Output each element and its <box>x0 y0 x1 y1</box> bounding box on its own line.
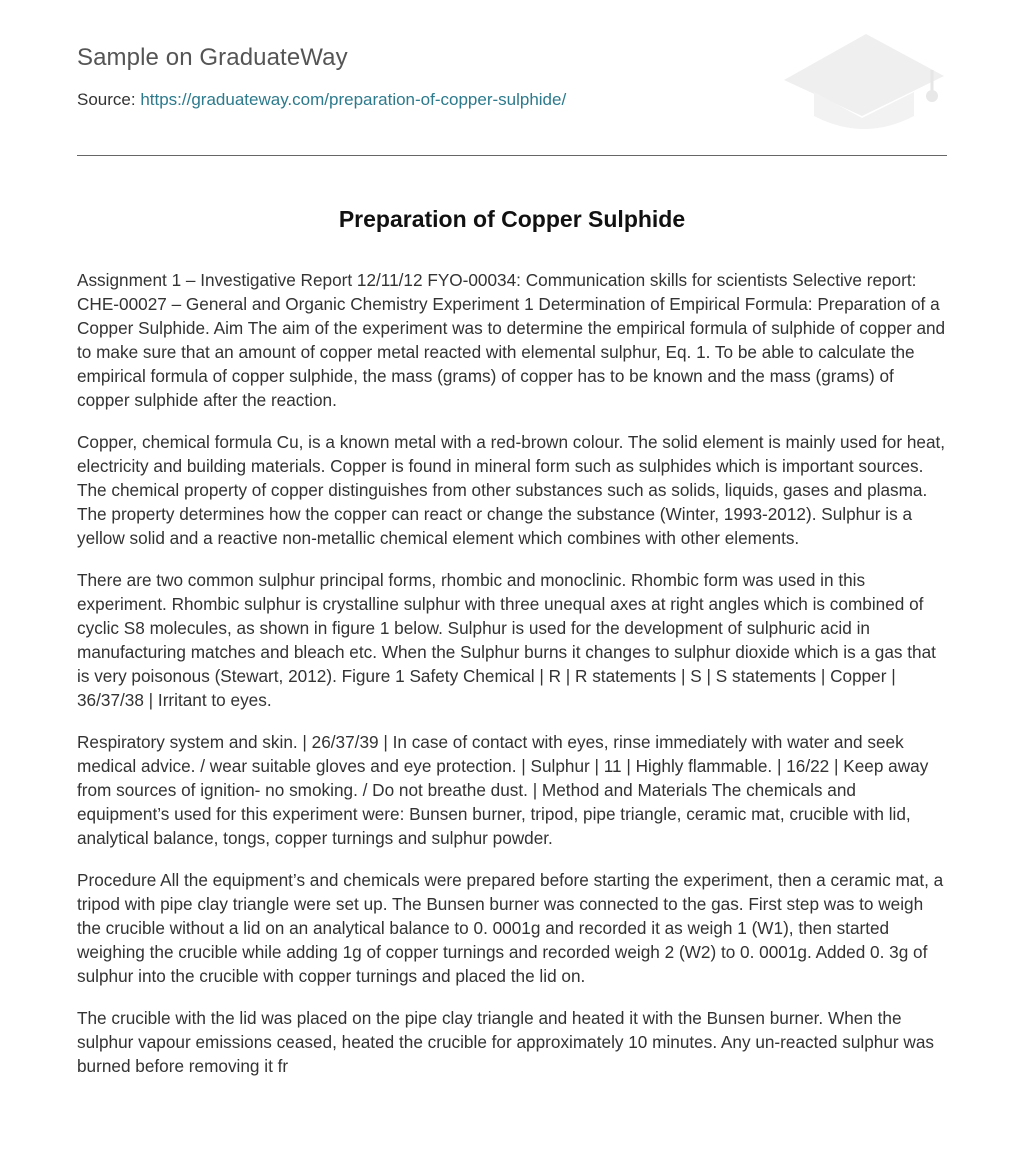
paragraph: Copper, chemical formula Cu, is a known metal with a red-brown colour. The solid element is mainly used for heat, electricity and building materials. Copper is found in mineral form such as sulphides which is important sources. The chemical property of copper distinguishes from other substances such as solids, liquids, gases and plasma. The property determines how the copper can react or change the substance (Winter, 1993-2012). Sulphur is a yellow solid and a reactive non-metallic chemical element which combines with other elements. <box>77 432 946 548</box>
paragraph: There are two common sulphur principal forms, rhombic and monoclinic. Rhombic form was used in this experiment. Rhombic sulphur is crystalline sulphur with three unequal axes at right angles which is combined of cyclic S8 molecules, as shown in figure 1 below. Sulphur is used for the development of sulphuric acid in manufacturing matches and bleach etc. When the Sulphur burns it changes to sulphur dioxide which is a gas that is very poisonous (Stewart, 2012). Figure 1 Safety Chemical | R | R statements | S | S statements | Copper | 36/37/38 | Irritant to eyes. <box>77 570 936 710</box>
graduation-cap-icon <box>780 30 948 134</box>
paragraph: The crucible with the lid was placed on the pipe clay triangle and heated it with the Bunsen burner. When the sulphur vapour emissions ceased, heated the crucible for approximately 10 minutes. Any un-reacted sulphur was burned before removing it fr <box>77 1008 934 1076</box>
source-line <box>77 90 566 110</box>
document-body <box>77 268 949 1096</box>
paragraph: Respiratory system and skin. | 26/37/39 | In case of contact with eyes, rinse immediately with water and seek medical advice. / wear suitable gloves and eye protection. | Sulphur | 11 | Highly flammable. | 16/22 | Keep away from sources of ignition- no smoking. / Do not breathe dust. | Method and Materials The chemicals and equipment’s used for this experiment were: Bunsen burner, tripod, pipe triangle, ceramic mat, crucible with lid, analytical balance, tongs, copper turnings and sulphur powder. <box>77 732 929 848</box>
source-link[interactable]: https://graduateway.com/preparation-of-copper-sulphide/ <box>140 90 567 109</box>
site-title: Sample on GraduateWay <box>77 44 348 71</box>
paragraph: Assignment 1 – Investigative Report 12/11/12 FYO-00034: Communication skills for scientists Selective report: CHE-00027 – General and Organic Chemistry Experiment 1 Determination of Empirical Formula: Preparation of a Copper Sulphide. Aim The aim of the experiment was to determine the empirical formula of sulphide of copper and to make sure that an amount of copper metal reacted with elemental sulphur, Eq. 1. To be able to calculate the empirical formula of copper sulphide, the mass (grams) of copper has to be known and the mass (grams) of copper sulphide after the reaction. <box>77 270 946 410</box>
document-title: Preparation of Copper Sulphide <box>338 206 686 232</box>
header-divider <box>77 155 947 156</box>
page-header <box>0 0 1024 156</box>
paragraph: Procedure All the equipment’s and chemicals were prepared before starting the experiment, then a ceramic mat, a tripod with pipe clay triangle were set up. The Bunsen burner was connected to the gas. First step was to weigh the crucible without a lid on an analytical balance to 0. 0001g and recorded it as weigh 1 (W1), then started weighing the crucible while adding 1g of copper turnings and recorded weigh 2 (W2) to 0. 0001g. Added 0. 3g of sulphur into the crucible with copper turnings and placed the lid on. <box>77 870 944 986</box>
source-label: Source: <box>77 90 136 109</box>
